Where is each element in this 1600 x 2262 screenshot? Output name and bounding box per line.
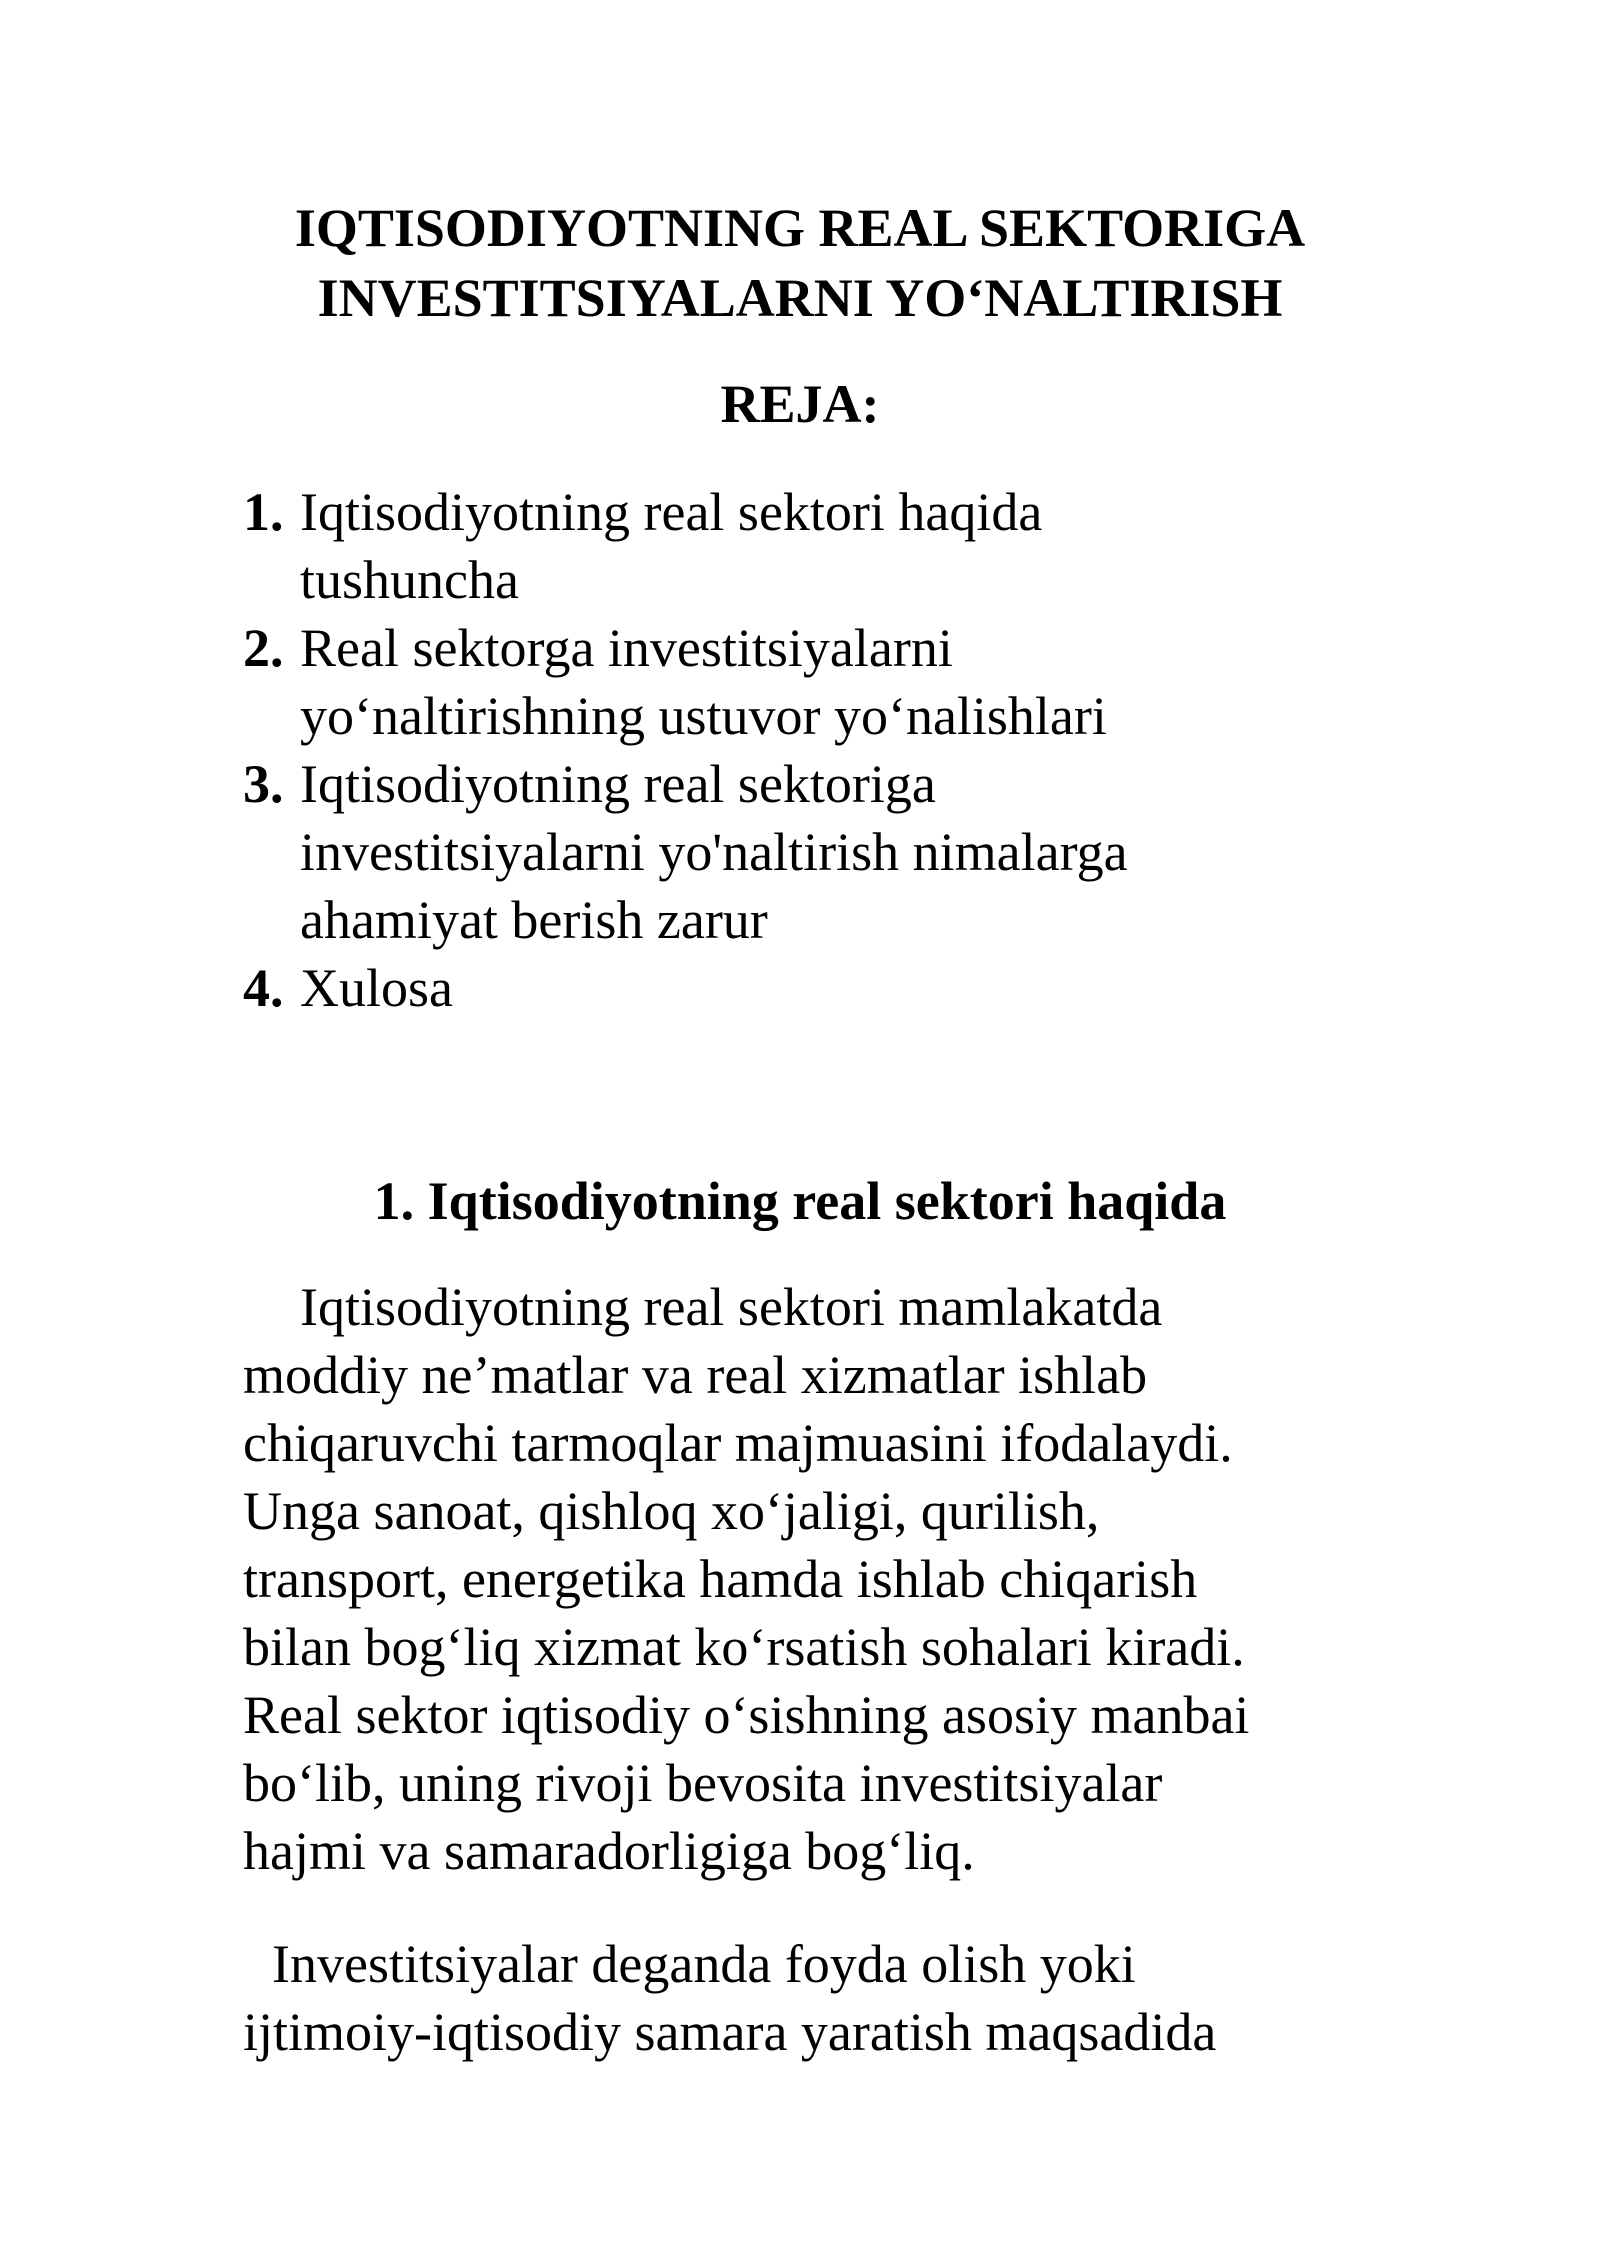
section-heading: 1. Iqtisodiyotning real sektori haqida	[373, 1171, 1227, 1231]
paragraph-line: Investitsiyalar deganda foyda olish yoki	[272, 1934, 1136, 1994]
plan-item-number: 1.	[243, 482, 284, 542]
plan-item-2	[243, 614, 1443, 750]
document-title-line-1: IQTISODIYOTNING REAL SEKTORIGA	[294, 198, 1306, 258]
plan-item-text: Iqtisodiyotning real sektori haqida	[300, 482, 1043, 542]
plan-item-1	[243, 478, 1443, 614]
plan-item-number: 4.	[243, 958, 284, 1018]
plan-item-number: 3.	[243, 754, 284, 814]
plan-item-4	[243, 954, 1443, 1022]
plan-list	[243, 478, 1443, 1022]
plan-item-3	[243, 750, 1443, 954]
plan-item-text: yo‘naltirishning ustuvor yo‘nalishlari	[300, 686, 1107, 746]
paragraph-line: bilan bog‘liq xizmat ko‘rsatish sohalari kiradi.	[243, 1617, 1245, 1677]
plan-item-number: 2.	[243, 618, 284, 678]
plan-item-text: Xulosa	[300, 958, 453, 1018]
paragraph-line: Real sektor iqtisodiy o‘sishning asosiy manbai	[243, 1685, 1250, 1745]
paragraph-line: ijtimoiy-iqtisodiy samara yaratish maqsadida	[243, 2002, 1217, 2062]
plan-item-text: investitsiyalarni yo'naltirish nimalarga	[300, 822, 1128, 882]
plan-item-text: ahamiyat berish zarur	[300, 890, 768, 950]
paragraph-1	[243, 1273, 1363, 1885]
paragraph-line: bo‘lib, uning rivoji bevosita investitsiyalar	[243, 1753, 1163, 1813]
paragraph-line: moddiy ne’matlar va real xizmatlar ishlab	[243, 1345, 1148, 1405]
plan-item-text: tushuncha	[300, 550, 519, 610]
paragraph-line: Unga sanoat, qishloq xo‘jaligi, qurilish,	[243, 1481, 1100, 1541]
paragraph-line: hajmi va samaradorligiga bog‘liq.	[243, 1821, 975, 1881]
paragraph-2	[243, 1930, 1363, 2066]
paragraph-line: Iqtisodiyotning real sektori mamlakatda	[300, 1277, 1163, 1337]
document-title-line-2: INVESTITSIYALARNI YO‘NALTIRISH	[317, 268, 1283, 328]
paragraph-line: transport, energetika hamda ishlab chiqarish	[243, 1549, 1198, 1609]
plan-item-text: Real sektorga investitsiyalarni	[300, 618, 953, 678]
plan-heading: REJA:	[720, 374, 880, 434]
plan-item-text: Iqtisodiyotning real sektoriga	[300, 754, 936, 814]
paragraph-line: chiqaruvchi tarmoqlar majmuasini ifodalaydi.	[243, 1413, 1233, 1473]
